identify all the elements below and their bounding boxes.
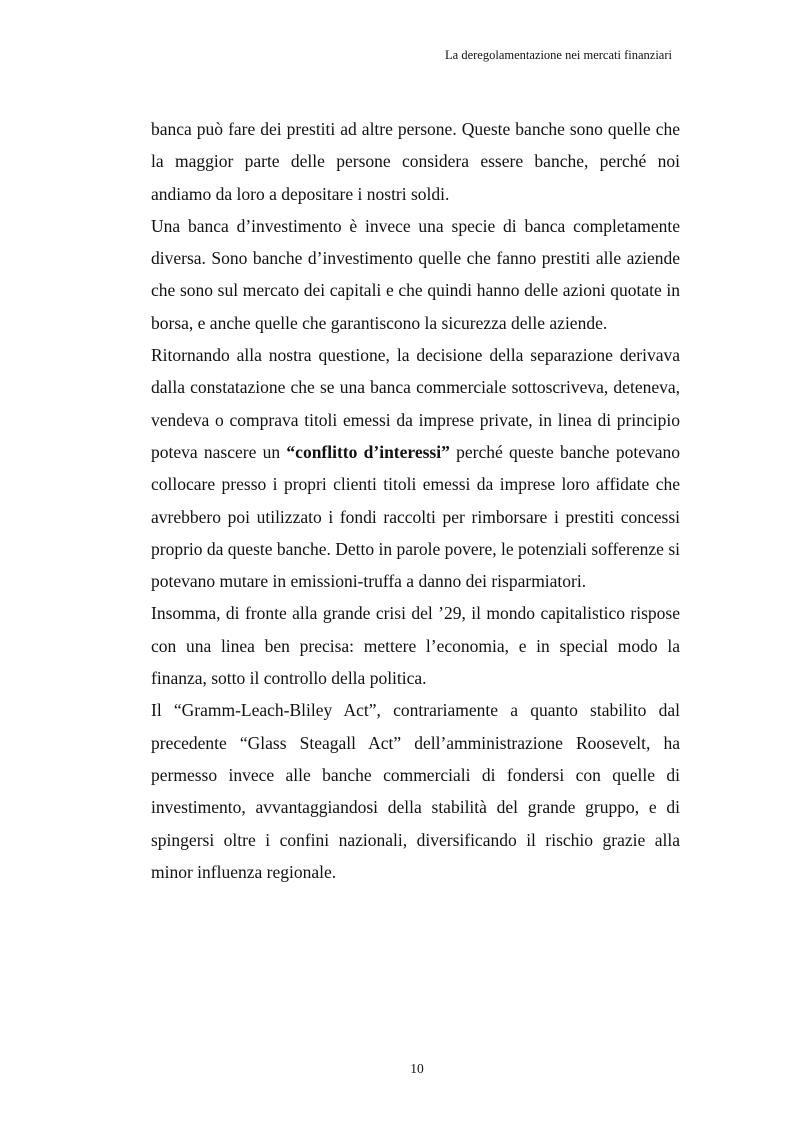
body-text: [151, 113, 680, 888]
paragraph-3-text-after: perché queste banche potevano collocare presso i propri clienti titoli emessi da imprese loro affidate che avrebbero poi utilizzato i fondi raccolti per rimborsare i prestiti concessi proprio da queste banche. Detto in parole povere, le potenziali sofferenze si potevano mutare in emissioni-truffa a danno dei risparmiatori.: [151, 441, 680, 592]
paragraph-2: Una banca d’investimento è invece una specie di banca completamente diversa. Sono banche d’investimento quelle che fanno prestiti alle aziende che sono sul mercato dei capitali e che quindi hanno delle azioni quotate in borsa, e anche quelle che garantiscono la sicurezza delle aziende.: [151, 215, 680, 333]
paragraph-3: [151, 339, 680, 597]
paragraph-5: Il “Gramm-Leach-Bliley Act”, contrariamente a quanto stabilito dal precedente “Glass Steagall Act” dell’amministrazione Roosevelt, ha permesso invece alle banche commerciali di fondersi con quelle di investimento, avvantaggiandosi della stabilità del grande gruppo, e di spingersi oltre i confini nazionali, diversificando il rischio grazie alla minor influenza regionale.: [151, 700, 680, 882]
paragraph-4: Insomma, di fronte alla grande crisi del ’29, il mondo capitalistico rispose con una linea ben precisa: mettere l’economia, e in special modo la finanza, sotto il controllo della politica.: [151, 603, 680, 689]
paragraph-3-text-before: Ritornando alla nostra questione, la decisione della separazione derivava dalla constatazione che se una banca commerciale sottoscriveva, deteneva, vendeva o comprava titoli emessi da imprese private, in linea di principio poteva nascere un: [151, 345, 680, 462]
conflict-of-interest-quote: “conflitto d’interessi”: [286, 441, 450, 462]
running-header: La deregolamentazione nei mercati finanziari: [445, 48, 672, 62]
paragraph-1: banca può fare dei prestiti ad altre persone. Queste banche sono quelle che la maggior parte delle persone considera essere banche, perché noi andiamo da loro a depositare i nostri soldi.: [151, 119, 680, 204]
page-number: 10: [410, 1061, 424, 1076]
